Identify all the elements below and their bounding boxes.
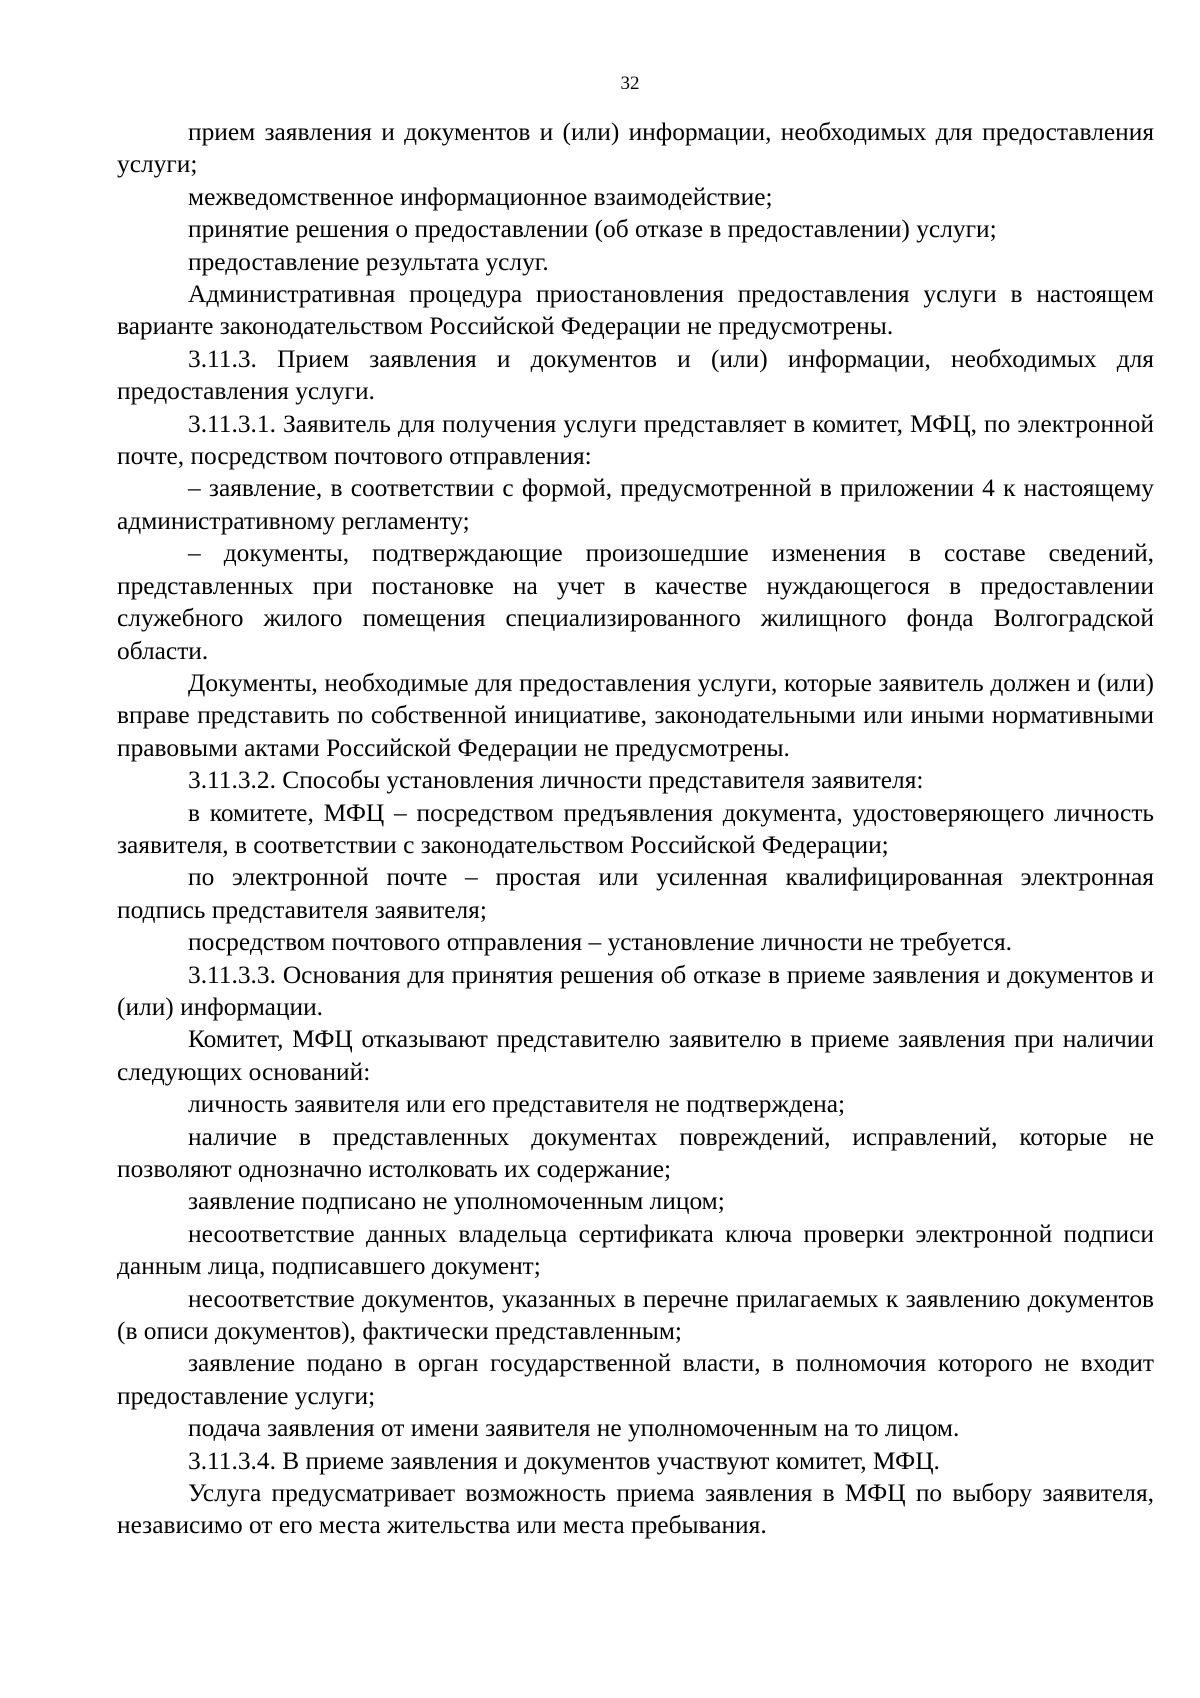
list-item: – документы, подтверждающие произошедшие изменения в составе сведений, представленных при постановке на учет в качестве нуждающегося в предоставлении служебного жилого помещения специализированного жилищного фонда Волгоградской области. xyxy=(117,539,1154,665)
page-number: 32 xyxy=(620,73,640,94)
paragraph: прием заявления и документов и (или) информации, необходимых для предоставления услуги; xyxy=(117,118,1154,179)
paragraph: Административная процедура приостановления предоставления услуги в настоящем варианте законодательством Российской Федерации не предусмотрены. xyxy=(117,280,1154,341)
list-item: заявление подано в орган государственной власти, в полномочия которого не входит предоставление услуги; xyxy=(117,1349,1154,1410)
paragraph: Услуга предусматривает возможность приема заявления в МФЦ по выбору заявителя, независимо от его места жительства или места пребывания. xyxy=(117,1479,1154,1540)
paragraph: Документы, необходимые для предоставления услуги, которые заявитель должен и (или) вправе представить по собственной инициативе, законодательными или иными нормативными правовыми актами Российской Федерации не предусмотрены. xyxy=(117,668,1154,762)
paragraph: 3.11.3.4. В приеме заявления и документов участвуют комитет, МФЦ. xyxy=(188,1446,940,1475)
list-item: несоответствие документов, указанных в перечне прилагаемых к заявлению документов (в описи документов), фактически представленным; xyxy=(117,1284,1154,1346)
list-item: личность заявителя или его представителя не подтверждена; xyxy=(188,1090,846,1119)
list-item: несоответствие данных владельца сертификата ключа проверки электронной подписи данным лица, подписавшего документ; xyxy=(117,1219,1154,1281)
paragraph: 3.11.3.2. Способы установления личности представителя заявителя: xyxy=(188,766,924,795)
body-text xyxy=(117,116,1154,1542)
section-heading: 3.11.3. Прием заявления и документов и (или) информации, необходимых для предоставления услуги. xyxy=(117,344,1154,406)
paragraph: принятие решения о предоставлении (об отказе в предоставлении) услуги; xyxy=(188,215,997,244)
list-item: заявление подписано не уполномоченным лицом; xyxy=(188,1187,725,1216)
paragraph: Комитет, МФЦ отказывают представителю заявителю в приеме заявления при наличии следующих оснований: xyxy=(117,1025,1154,1086)
list-item: наличие в представленных документах повреждений, исправлений, которые не позволяют однозначно истолковать их содержание; xyxy=(117,1122,1154,1183)
paragraph: посредством почтового отправления – установление личности не требуется. xyxy=(188,928,1012,957)
list-item: – заявление, в соответствии с формой, предусмотренной в приложении 4 к настоящему административному регламенту; xyxy=(117,474,1154,535)
paragraph: 3.11.3.3. Основания для принятия решения об отказе в приеме заявления и документов и (или) информации. xyxy=(117,960,1154,1021)
paragraph: 3.11.3.1. Заявитель для получения услуги представляет в комитет, МФЦ, по электронной почте, посредством почтового отправления: xyxy=(117,409,1154,471)
paragraph: предоставление результата услуг. xyxy=(188,247,549,276)
list-item: подача заявления от имени заявителя не уполномоченным на то лицом. xyxy=(188,1414,960,1443)
paragraph: в комитете, МФЦ – посредством предъявления документа, удостоверяющего личность заявителя, в соответствии с законодательством Российской Федерации; xyxy=(117,798,1154,859)
paragraph: межведомственное информационное взаимодействие; xyxy=(188,182,773,211)
paragraph: по электронной почте – простая или усиленная квалифицированная электронная подпись представителя заявителя; xyxy=(117,863,1154,924)
